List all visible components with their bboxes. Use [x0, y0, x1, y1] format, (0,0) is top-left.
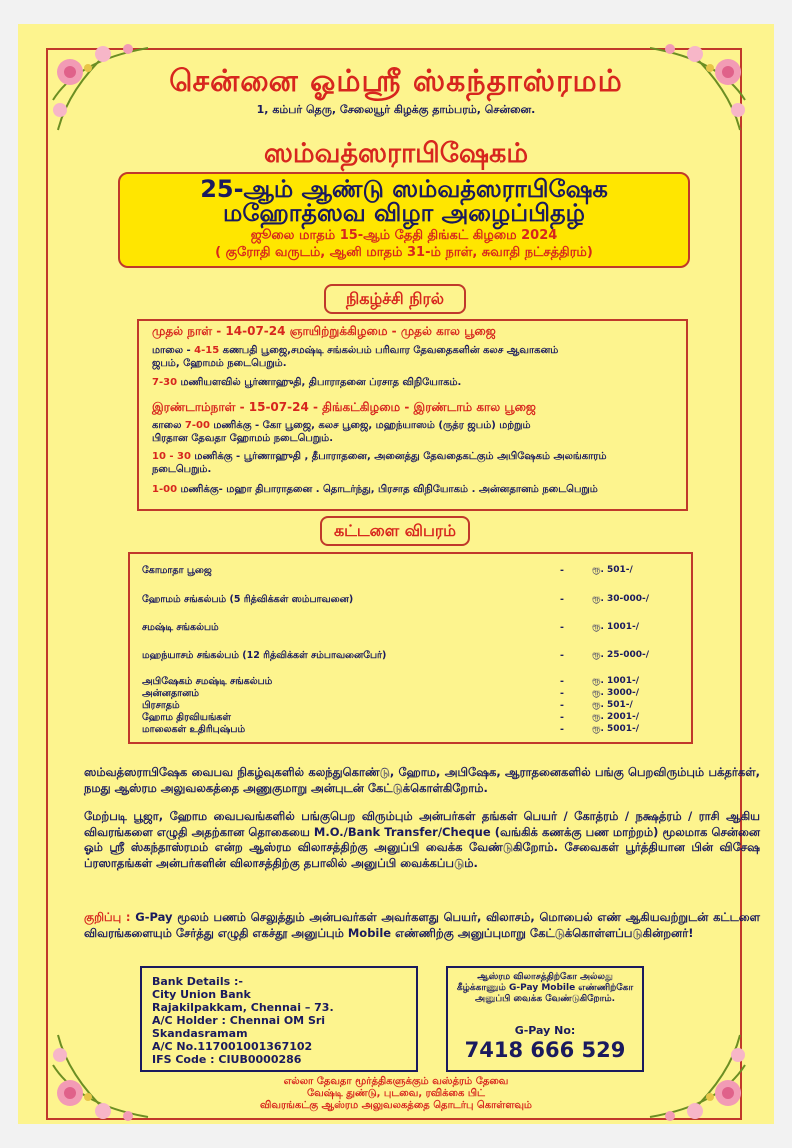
ashram-address: 1, கம்பர் தெரு, சேலையூர் கிழக்கு தாம்பரம், சென்னை.: [256, 103, 536, 116]
day2-line2-text: மணிக்கு - பூர்ணாஹுதி , தீபாராதனை, அனைத்து தேவதைகட்கும் அபிஷேகம் அலங்காரம்: [190, 451, 607, 462]
day2-line1: [152, 420, 682, 432]
ashram-title: சென்னை ஓம்ஸ்ரீ ஸ்கந்தாஸ்ரமம்: [169, 64, 623, 99]
gpay-instructions: [446, 972, 644, 1005]
day2-line1-text: மணிக்கு - கோ பூஜை, கலச பூஜை, மஹந்யாஸம் (ருத்ர ஜபம்) மற்றும்: [209, 420, 531, 431]
donation-dash: -: [560, 650, 564, 661]
day1-line1-time: 4-15: [194, 345, 220, 356]
gpay-note: [84, 910, 760, 941]
donation-amount: ரூ. 30-000-/: [592, 594, 650, 604]
donation-amount: ரூ. 501-/: [592, 565, 633, 575]
gpay-number: 7418 666 529: [464, 1038, 626, 1062]
donation-dash: -: [560, 700, 564, 711]
payment-paragraph: மேற்படி பூஜா, ஹோம வைபவங்களில் பங்குபெற விரும்பும் அன்பர்கள் தங்கள் பெயர் / கோத்ரம் / நக்ஷத்ரம் / ராசி ஆகிய விவரங்களை எழுதி அதற்கான தொகையை M.O./Bank Transfer/Cheque (வங்கிக் கணக்கு பண மாற்றம்) மூலமாக சென்னை ஓம் ஸ்ரீ ஸ்கந்தாஸ்ரமம் என்ற ஆஸ்ரம விலாசத்திற்கு அனுப்பி வைக்க வேண்டுகிறோம். சேவைகள் பூர்த்தியான பின் விசேஷ ப்ரஸாதங்கள் அன்பர்களின் விலாசத்திற்கு தபாலில் அனுப்பி வைக்கப்படும்.: [84, 809, 760, 870]
day1-line1-prefix: மாலை -: [152, 345, 195, 356]
account-number: A/C No.117001001367102: [152, 1040, 313, 1053]
day2-line1-prefix: காலை: [152, 420, 185, 431]
gpay-note-line1: ஆஸ்ரம விலாசத்திற்கோ அல்லது: [477, 972, 613, 982]
invitation-line2: மஹோத்ஸவ விழா அழைப்பிதழ்: [223, 199, 585, 227]
bank-heading: Bank Details :-: [152, 975, 243, 988]
program-heading: நிகழ்ச்சி நிரல்: [324, 284, 466, 314]
donation-name: கோமாதா பூஜை: [142, 565, 212, 576]
day2-line3-text: மணிக்கு- மஹா திபாராதனை . தொடர்ந்து, பிரசாத விநியோகம் . அன்னதானம் நடைபெறும்: [177, 484, 598, 495]
day1-line2-text: மணியளவில் பூர்ணாஹுதி, திபாராதனை ப்ரசாத விநியோகம்.: [177, 377, 462, 388]
event-title: ஸம்வத்ஸராபிஷேகம்: [263, 138, 529, 169]
gpay-note-line2: கீழ்க்காணும் G-Pay Mobile எண்ணிற்கோ: [456, 983, 634, 993]
donation-dash: -: [560, 688, 564, 699]
footer-line1: எல்லா தேவதா மூர்த்திகளுக்கும் வஸ்த்ரம் தேவை: [283, 1076, 509, 1087]
note-text: G-Pay மூலம் பணம் செலுத்தும் அன்பவர்கள் அவர்களது பெயர், விலாசம், மொபைல் எண் ஆகியவற்றுடன் கட்டளை விவரங்களையும் சேர்த்து எழுதி எகச்தூ அனுப்பும் Mobile எண்ணிற்கு அனுப்புமாறு கேட்டுக்கொள்ளப்படுகின்றனர்!: [84, 910, 760, 940]
donation-dash: -: [560, 724, 564, 735]
donation-name: அன்னதானம்: [142, 688, 199, 699]
footer-line2: வேஷ்டி துண்டு, புடவை, ரவிக்கை பிட்: [307, 1088, 485, 1099]
account-holder: A/C Holder : Chennai OM Sri Skandasramam: [152, 1014, 326, 1040]
invitation-almanac: ( குரோதி வருடம், ஆனி மாதம் 31-ம் நாள், சுவாதி நட்சத்திரம்): [215, 245, 593, 260]
donation-amount: ரூ. 25-000-/: [592, 650, 650, 660]
invitation-line1: 25-ஆம் ஆண்டு ஸம்வத்ஸராபிஷேக: [200, 175, 608, 203]
donation-amount: ரூ. 501-/: [592, 700, 633, 710]
footer-line3: விவரங்கட்கு ஆஸ்ரம அலுவலகத்தை தொடர்பு கொள்ளவும்: [260, 1100, 532, 1111]
day2-line2b: நடைபெறும்.: [152, 464, 212, 475]
day2-line2: [152, 451, 682, 463]
bank-branch: Rajakilpakkam, Chennai – 73.: [152, 1001, 334, 1014]
donation-amount: ரூ. 3000-/: [592, 688, 640, 698]
day1-line2: [152, 377, 682, 389]
footer-note: [80, 1076, 712, 1112]
day1-line1b: ஜபம், ஹோமம் நடைபெறும்.: [152, 358, 287, 369]
day1-line2-time: 7-30: [152, 377, 178, 388]
donation-name: மாலைகள் உதிரிபுஷ்பம்: [142, 724, 246, 735]
donation-name: ஹோம திரவியங்கள்: [142, 712, 231, 723]
donation-name: சமஷ்டி சங்கல்பம்: [142, 622, 219, 633]
donation-amount: ரூ. 1001-/: [592, 676, 640, 686]
donation-dash: -: [560, 676, 564, 687]
gpay-note-line3: அனுப்பி வைக்க வேண்டுகிறோம்.: [474, 994, 615, 1004]
donation-amount: ரூ. 5001-/: [592, 724, 640, 734]
bank-name: City Union Bank: [152, 988, 251, 1001]
participation-paragraph: ஸம்வத்ஸராபிஷேக வைபவ நிகழ்வுகளில் கலந்துகொண்டு, ஹோம, அபிஷேக, ஆராதனைகளில் பங்கு பெறவிரும்பும் பக்தர்கள், நமது ஆஸ்ரம அலுவலகத்தை அணுகுமாறு அன்புடன் கேட்டுக்கொள்கிறோம்.: [84, 765, 760, 795]
donation-name: மஹந்யாசம் சங்கல்பம் (12 ரித்விக்கள் சம்பாவனைபேர்): [142, 650, 387, 661]
day1-line1-text: கணபதி பூஜை,சமஷ்டி சங்கல்பம் பரிவார தேவதைகளின் கலச ஆவாகனம்: [219, 345, 559, 356]
day2-line1-time: 7-00: [184, 420, 210, 431]
donation-amount: ரூ. 1001-/: [592, 622, 640, 632]
gpay-label: G-Pay No:: [514, 1024, 576, 1037]
ifsc-code: IFS Code : CIUB0000286: [152, 1053, 302, 1066]
day1-title: முதல் நாள் - 14-07-24 ஞாயிற்றுக்கிழமை - முதல் கால பூஜை: [152, 324, 496, 338]
day2-title: இரண்டாம்நாள் - 15-07-24 - திங்கட்கிழமை - இரண்டாம் கால பூஜை: [152, 400, 536, 414]
invitation-date: ஜூலை மாதம் 15-ஆம் தேதி திங்கட் கிழமை 2024: [250, 228, 558, 243]
donation-dash: -: [560, 594, 564, 605]
day2-line3: [152, 484, 682, 496]
donations-heading: கட்டளை விபரம்: [320, 516, 470, 546]
donation-amount: ரூ. 2001-/: [592, 712, 640, 722]
donation-name: அபிஷேகம் சமஷ்டி சங்கல்பம்: [142, 676, 273, 687]
day1-line1: [152, 345, 682, 357]
donation-dash: -: [560, 622, 564, 633]
donation-dash: -: [560, 565, 564, 576]
note-label: குறிப்பு :: [84, 910, 136, 924]
day2-line2-time: 10 - 30: [152, 451, 191, 462]
donation-name: ஹோமம் சங்கல்பம் (5 ரித்விக்கள் ஸம்பாவனை): [142, 594, 354, 605]
donation-dash: -: [560, 712, 564, 723]
donation-name: பிரசாதம்: [142, 700, 180, 711]
day2-line1b: பிரதான தேவதா ஹோமம் நடைபெறும்.: [152, 433, 334, 444]
day2-line3-time: 1-00: [152, 484, 178, 495]
bank-details-box: [140, 966, 418, 1072]
